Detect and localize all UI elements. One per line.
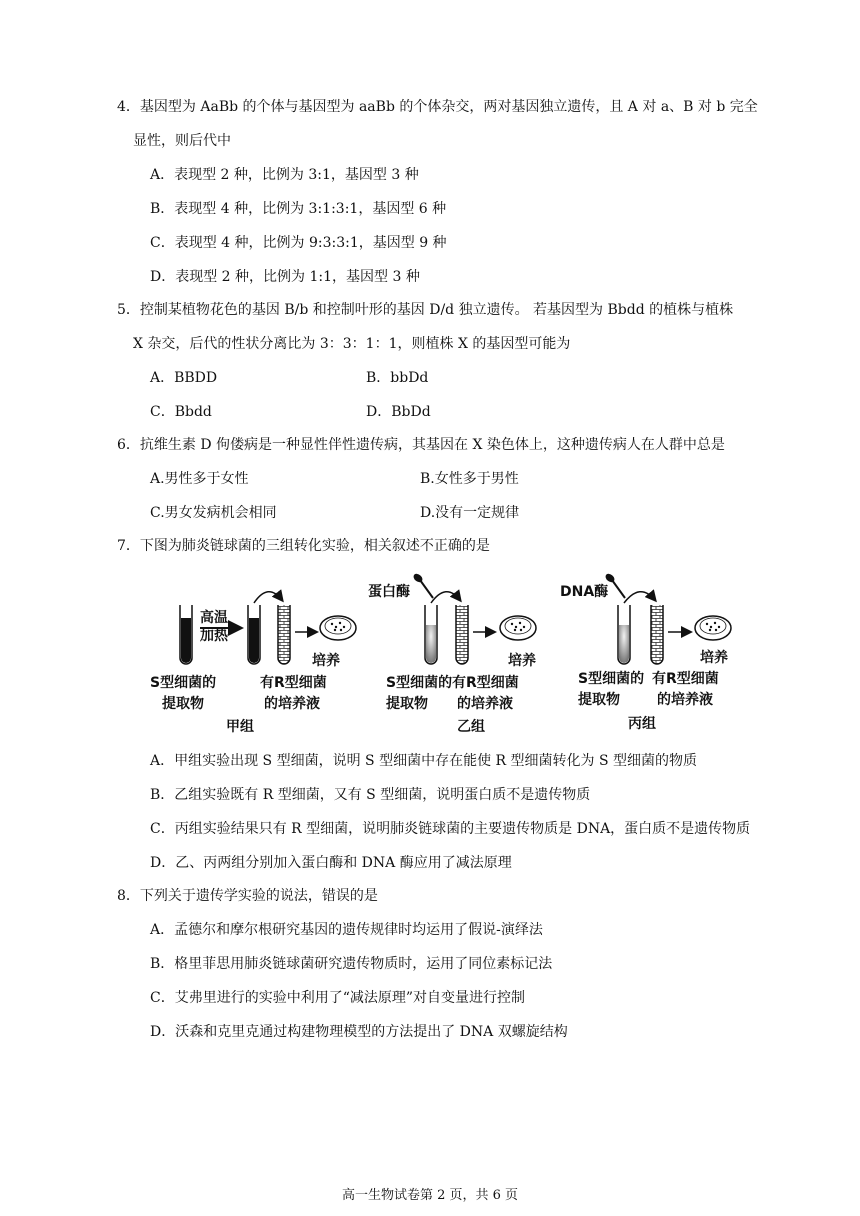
question-4-stem: 4．基因型为 AaBb 的个体与基因型为 aaBb 的个体杂交，两对基因独立遗传，且 A 对 a、B 对 b 完全 [117,99,758,115]
group-2-r-liquid-label-2: 的培养液 [457,696,513,712]
group-3-diagram [560,572,731,732]
question-4-stem-cont: 显性，则后代中 [133,133,231,149]
question-6-option-a: A.男性多于女性 [150,471,249,487]
group-3-s-extract-label-1: S型细菌的 [578,671,645,687]
question-7-option-b: B．乙组实验既有 R 型细菌，又有 S 型细菌，说明蛋白质不是遗传物质 [150,787,591,803]
question-4-option-d: D．表现型 2 种，比例为 1:1，基因型 3 种 [150,269,420,285]
question-5-option-a: A．BBDD [150,370,218,386]
group-3-liquid-icon [619,625,629,663]
group-3-r-liquid-label-1: 有R型细菌 [652,671,719,687]
group-3-transfer-arrow-icon [624,592,655,603]
question-8-stem: 8．下列关于遗传学实验的说法，错误的是 [117,888,378,904]
group-1-r-liquid-label-1: 有R型细菌 [260,675,327,691]
question-4 [117,90,777,158]
question-6 [117,428,777,462]
question-7-option-d: D．乙、丙两组分别加入蛋白酶和 DNA 酶应用了减法原理 [150,855,512,871]
group-2-r-culture-tube-icon [456,605,468,664]
question-6-option-d: D.没有一定规律 [420,505,520,521]
question-6-stem: 6．抗维生素 D 佝偻病是一种显性伴性遗传病，其基因在 X 染色体上，这种遗传病人在人群中总是 [117,437,725,453]
question-4-option-b: B．表现型 4 种，比例为 3:1:3:1，基因型 6 种 [150,201,447,217]
question-8 [117,879,777,913]
group-2-culture-label: 培养 [508,653,536,669]
question-7-stem: 7．下图为肺炎链球菌的三组转化实验，相关叙述不正确的是 [117,538,490,554]
group-3-r-culture-tube-icon [651,605,663,664]
group-1-r-liquid-label-2: 的培养液 [264,696,320,712]
r-culture-tube-icon [278,605,290,664]
group-2-name: 乙组 [457,719,485,735]
group-3-s-extract-label-2: 提取物 [578,692,620,708]
group-1-s-extract-label-1: S型细菌的 [150,675,217,691]
question-7 [117,529,777,563]
dnase-label: DNA酶 [560,584,609,600]
page-footer: 高一生物试卷第 2 页，共 6 页 [341,1188,519,1203]
group-2-s-extract-label-2: 提取物 [386,696,428,712]
transformation-experiment-figure [150,570,770,745]
heated-liquid-icon [249,618,259,663]
question-6-option-b: B.女性多于男性 [420,471,519,487]
s-extract-liquid-icon [181,618,191,663]
group-2-liquid-icon [426,625,436,663]
group-2-s-extract-label-1: S型细菌的 [386,675,453,691]
question-6-option-c: C.男女发病机会相同 [150,505,277,521]
question-5 [117,293,777,361]
group-3-r-liquid-label-2: 的培养液 [657,692,713,708]
question-8-option-d: D．沃森和克里克通过构建物理模型的方法提出了 DNA 双螺旋结构 [150,1024,568,1040]
heat-label-2: 加热 [200,628,228,644]
group-1-diagram [150,592,356,735]
group-3-name: 丙组 [628,716,656,732]
protease-dropper-icon [420,580,433,598]
group-2-r-liquid-label-1: 有R型细菌 [452,675,519,691]
transfer-arrow-icon [254,592,282,603]
question-5-option-b: B．bbDd [366,370,429,386]
question-8-option-c: C．艾弗里进行的实验中利用了“减法原理”对自变量进行控制 [150,990,526,1006]
protease-label: 蛋白酶 [368,584,410,600]
question-5-option-c: C．Bbdd [150,404,212,420]
question-4-option-c: C．表现型 4 种，比例为 9:3:3:1，基因型 9 种 [150,235,447,251]
question-5-option-d: D．BbDd [366,404,431,420]
dnase-dropper-icon [612,580,625,598]
group-1-culture-label: 培养 [312,653,340,669]
question-4-option-a: A．表现型 2 种，比例为 3:1，基因型 3 种 [150,167,419,183]
question-8-option-a: A．孟德尔和摩尔根研究基因的遗传规律时均运用了假说-演绎法 [150,922,543,938]
question-5-stem: 5．控制某植物花色的基因 B/b 和控制叶形的基因 D/d 独立遗传。 若基因型为 Bbdd 的植株与植株 [117,302,734,318]
question-7-option-a: A．甲组实验出现 S 型细菌，说明 S 型细菌中存在能使 R 型细菌转化为 S 型细菌的物质 [150,753,698,769]
heat-label-1: 高温 [200,610,228,626]
question-7-option-c: C．丙组实验结果只有 R 型细菌，说明肺炎链球菌的主要遗传物质是 DNA，蛋白质不是遗传物质 [150,821,751,837]
group-2-diagram [368,572,536,735]
group-1-s-extract-label-2: 提取物 [162,696,204,712]
group-2-transfer-arrow-icon [431,592,460,603]
question-5-stem-cont: X 杂交，后代的性状分离比为 3：3：1：1，则植株 X 的基因型可能为 [133,336,571,352]
group-3-culture-label: 培养 [700,650,728,666]
question-8-option-b: B．格里菲思用肺炎链球菌研究遗传物质时，运用了同位素标记法 [150,956,553,972]
group-1-name: 甲组 [226,719,254,735]
